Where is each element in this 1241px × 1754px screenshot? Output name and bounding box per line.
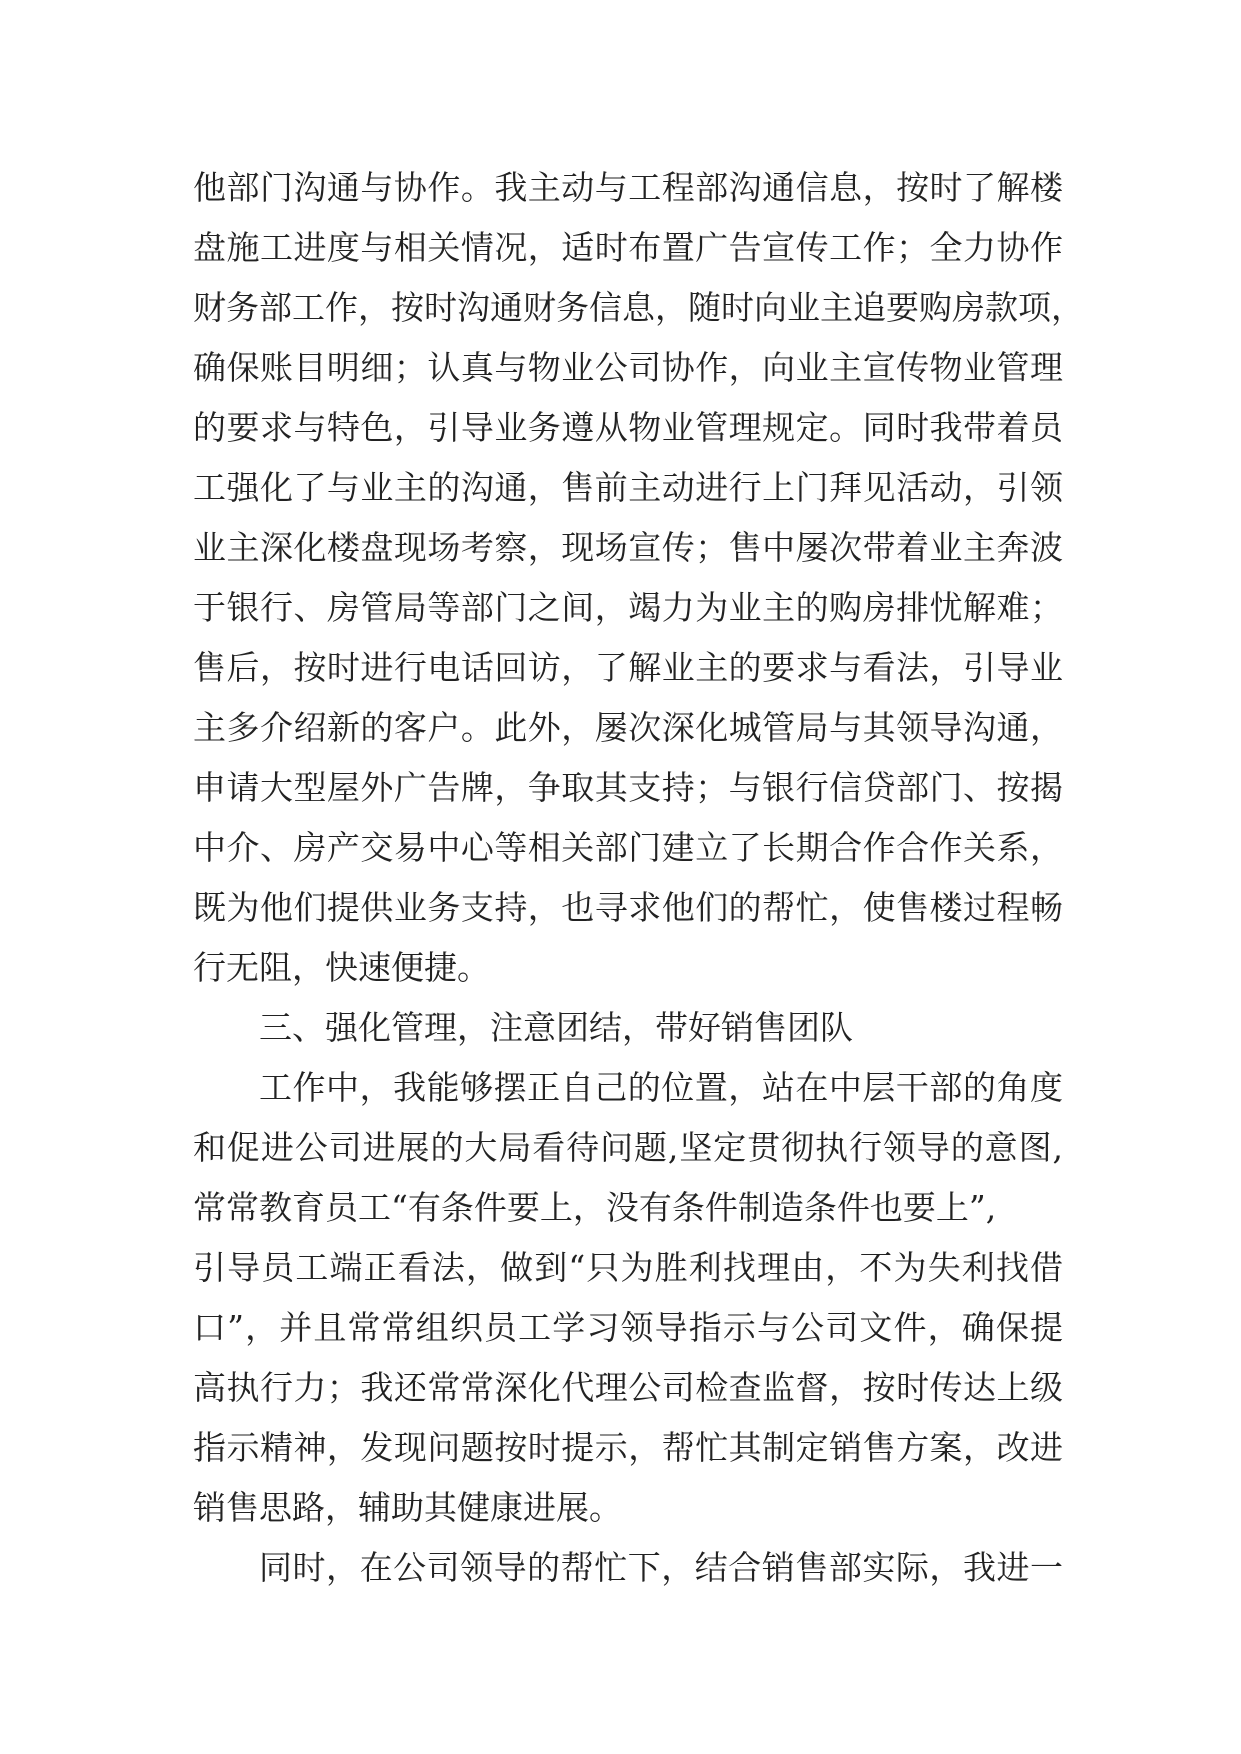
text-line: 指示精神，发现问题按时提示，帮忙其制定销售方案，改进: [193, 1428, 1063, 1467]
section-heading: 三、强化管理，注意团结，带好销售团队: [259, 1008, 853, 1047]
text-line: 他部门沟通与协作。我主动与工程部沟通信息，按时了解楼: [193, 168, 1063, 207]
text-line: 主多介绍新的客户。此外，屡次深化城管局与其领导沟通，: [193, 708, 1063, 747]
text-line: 口”，并且常常组织员工学习领导指示与公司文件，确保提: [193, 1308, 1063, 1347]
text-line: 申请大型屋外广告牌，争取其支持；与银行信贷部门、按揭: [193, 768, 1063, 807]
text-line: 销售思路，辅助其健康进展。: [193, 1488, 622, 1527]
text-line: 工强化了与业主的沟通，售前主动进行上门拜见活动，引领: [193, 468, 1063, 507]
text-line: 中介、房产交易中心等相关部门建立了长期合作合作关系，: [193, 828, 1063, 867]
text-line: 同时，在公司领导的帮忙下，结合销售部实际，我进一: [259, 1548, 1063, 1587]
text-line: 引导员工端正看法，做到“只为胜利找理由，不为失利找借: [193, 1248, 1063, 1287]
text-line: 于银行、房管局等部门之间，竭力为业主的购房排忧解难；: [193, 588, 1063, 627]
text-line: 财务部工作，按时沟通财务信息，随时向业主追要购房款项，: [193, 288, 1084, 327]
text-line: 售后，按时进行电话回访，了解业主的要求与看法，引导业: [193, 648, 1063, 687]
text-line: 高执行力；我还常常深化代理公司检查监督，按时传达上级: [193, 1368, 1063, 1407]
text-line: 既为他们提供业务支持，也寻求他们的帮忙，使售楼过程畅: [193, 888, 1063, 927]
text-line: 常常教育员工“有条件要上，没有条件制造条件也要上”,: [193, 1188, 997, 1227]
text-line: 盘施工进度与相关情况，适时布置广告宣传工作；全力协作: [193, 228, 1063, 267]
text-line: 业主深化楼盘现场考察，现场宣传；售中屡次带着业主奔波: [193, 528, 1063, 567]
text-line: 和促进公司进展的大局看待问题,坚定贯彻执行领导的意图,: [193, 1128, 1063, 1167]
document-body: [193, 158, 1084, 1598]
text-line: 确保账目明细；认真与物业公司协作，向业主宣传物业管理: [193, 348, 1063, 387]
text-line: 的要求与特色，引导业务遵从物业管理规定。同时我带着员: [193, 408, 1063, 447]
text-line: 工作中，我能够摆正自己的位置，站在中层干部的角度: [259, 1068, 1063, 1107]
text-line: 行无阻，快速便捷。: [193, 948, 490, 987]
